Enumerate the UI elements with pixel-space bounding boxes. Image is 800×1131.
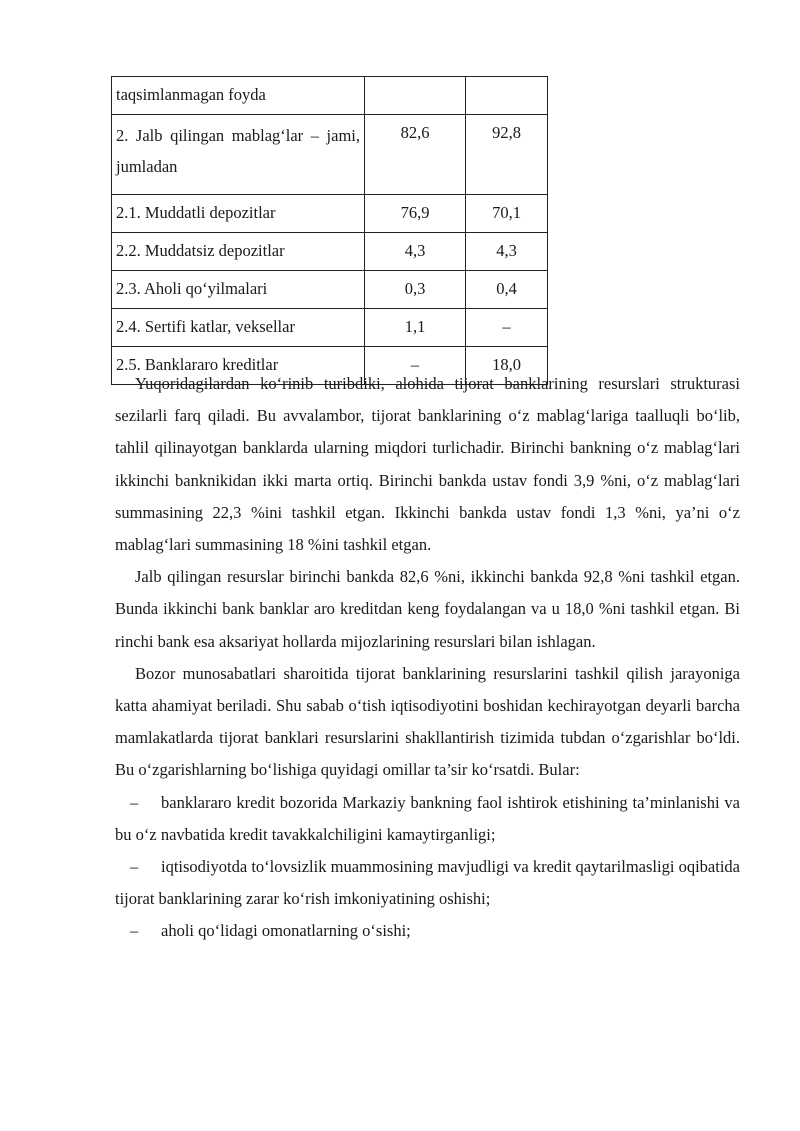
list-item-text: banklararo kredit bozorida Markaziy bankning faol ishtirok etishining ta’minlanishi va bu o‘z navbatida kredit tavakkalchiligini kamaytirganligi; xyxy=(115,792,740,844)
value-bank-2: 18,0 xyxy=(466,347,548,385)
value-bank-2: 92,8 xyxy=(466,115,548,195)
list-item xyxy=(115,915,740,947)
body-text xyxy=(115,368,740,948)
value-bank-1 xyxy=(365,77,466,115)
value-bank-2 xyxy=(466,77,548,115)
table-row xyxy=(112,271,548,309)
table-row xyxy=(112,233,548,271)
row-label: 2. Jalb qilingan mablag‘lar – jami, jumladan xyxy=(112,115,365,195)
value-bank-2: – xyxy=(466,309,548,347)
table-row xyxy=(112,115,548,195)
dash-bullet: – xyxy=(130,921,139,941)
list-item xyxy=(115,787,740,851)
table-row xyxy=(112,77,548,115)
value-bank-1: 76,9 xyxy=(365,195,466,233)
value-bank-2: 0,4 xyxy=(466,271,548,309)
value-bank-2: 4,3 xyxy=(466,233,548,271)
row-label: 2.1. Muddatli depozitlar xyxy=(112,195,365,233)
paragraph: Bozor munosabatlari sharoitida tijorat banklarining resurslarini tashkil qilish jarayoniga katta ahamiyat beriladi. Shu sabab o‘tish iqtisodiyotini boshidan kechirayotgan deyarli barcha mamlakatlarda tijorat banklari resurslarini shakllantirish tizimida tubdan o‘zgarishlar bo‘ldi. Bu o‘zgarishlarning bo‘lishiga quyidagi omillar ta’sir ko‘rsatdi. Bular: xyxy=(115,663,740,780)
value-bank-1: 82,6 xyxy=(365,115,466,195)
row-label: 2.5. Banklararo kreditlar xyxy=(112,347,365,385)
row-label: 2.4. Sertifi katlar, veksellar xyxy=(112,309,365,347)
table-row xyxy=(112,195,548,233)
value-bank-1: 0,3 xyxy=(365,271,466,309)
value-bank-2: 70,1 xyxy=(466,195,548,233)
dash-bullet: – xyxy=(130,857,139,877)
list-item-text: iqtisodiyotda to‘lovsizlik muammosining mavjudligi va kredit qaytarilmasligi oqibatida tijorat banklarining zarar ko‘rish imkoniyatining oshishi; xyxy=(115,857,740,909)
value-bank-1: 4,3 xyxy=(365,233,466,271)
value-bank-1: – xyxy=(365,347,466,385)
row-label: taqsimlanmagan foyda xyxy=(112,77,365,115)
list-item xyxy=(115,851,740,915)
row-label: 2.3. Aholi qo‘yilmalari xyxy=(112,271,365,309)
bank-resources-table xyxy=(111,76,548,385)
table-row xyxy=(112,309,548,347)
paragraph: Yuqoridagilardan ko‘rinib turibdiki, alohida tijorat banklarining resurslari strukturasi sezilarli farq qiladi. Bu avvalambor, tijorat banklarining o‘z mablag‘lariga taalluqli bo‘lib, tahlil qilinayotgan banklarda ularning miqdori turlichadir. Birinchi bankning o‘z mablag‘lari ikkinchi banknikidan ikki marta ortiq. Birinchi bankda ustav fondi 3,9 %ni, o‘z mablag‘lari summasining 22,3 %ini tashkil etgan. Ikkinchi bankda ustav fondi 1,3 %ni, ya’ni o‘z mablag‘lari summasining 18 %ini tashkil etgan. xyxy=(115,374,740,555)
row-label: 2.2. Muddatsiz depozitlar xyxy=(112,233,365,271)
value-bank-1: 1,1 xyxy=(365,309,466,347)
list-item-text: aholi qo‘lidagi omonatlarning o‘sishi; xyxy=(161,921,411,941)
paragraph: Jalb qilingan resurslar birinchi bankda 82,6 %ni, ikkinchi bankda 92,8 %ni tashkil etgan. Bunda ikkinchi bank banklar aro kreditdan keng foydalangan va u 18,0 %ni tashkil etgan. Bi rinchi bank esa aksariyat hollarda mijozlarining resurslari bilan ishlagan. xyxy=(115,567,740,651)
dash-bullet: – xyxy=(130,792,139,812)
